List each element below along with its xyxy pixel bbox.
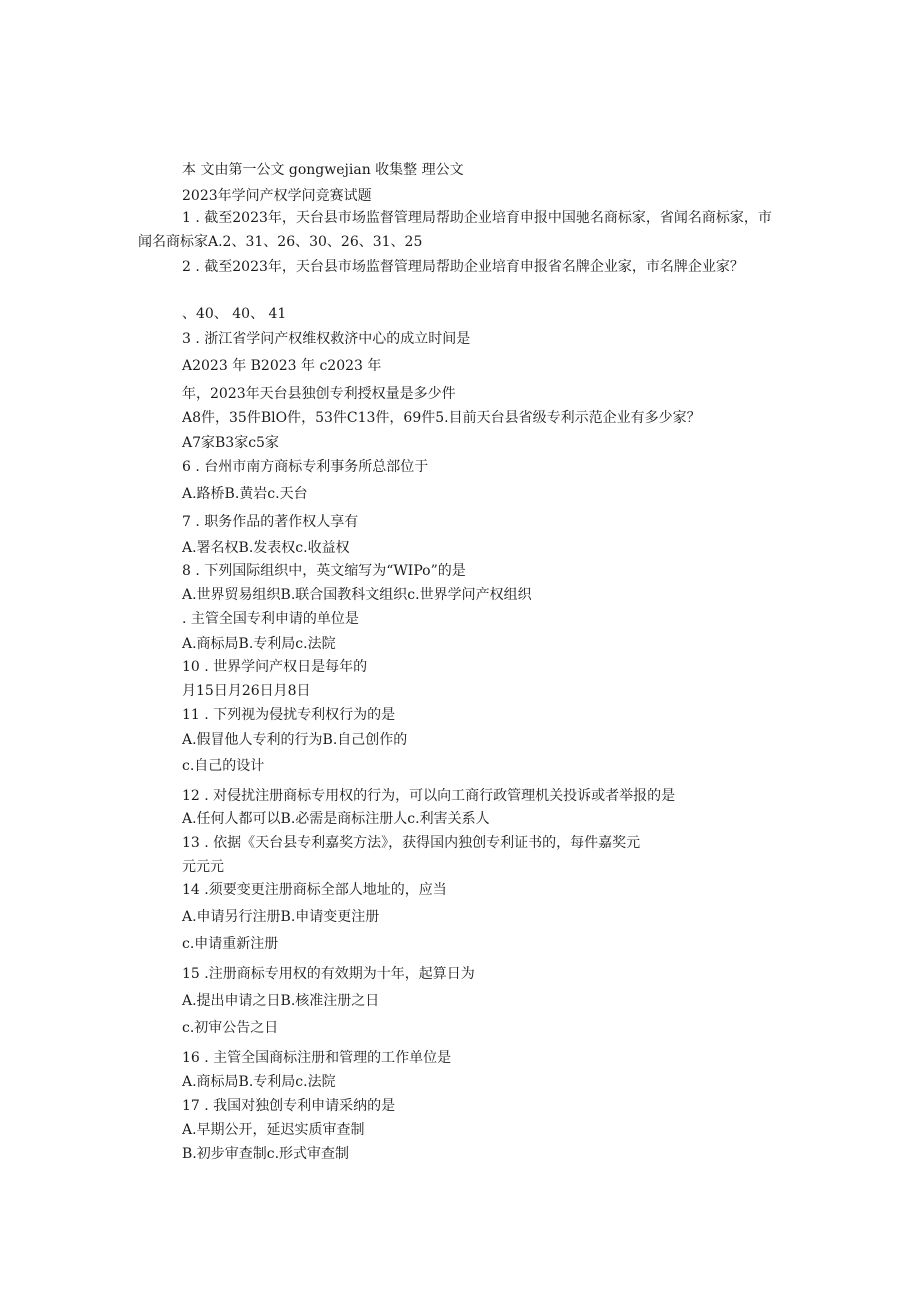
question-line: 17 . 我国对独创专利申请采纳的是 [182, 1098, 396, 1114]
question-line: 1 . 截至2023年，天台县市场监督管理局帮助企业培育申报中国驰名商标家，省闻名商标家，市闻名商标家A.2、31、26、30、26、31、25 [138, 210, 772, 250]
answer-line: A.商标局B.专利局c.法院 [182, 636, 336, 652]
answer-line: A.假冒他人专利的行为B.自己创作的 [182, 732, 408, 748]
answer-line: 、40、 40、 41 [182, 306, 287, 322]
document-header: 本 文由第一公文 gongwejian 收集整 理公文 [182, 162, 464, 178]
question-line: 13 . 依据《天台县专利嘉奖方法》，获得国内独创专利证书的，每件嘉奖元 [182, 835, 641, 851]
question-line: 3 . 浙江省学问产权维权救济中心的成立时间是 [182, 331, 471, 347]
question-line: 10 . 世界学问产权日是每年的 [182, 659, 368, 675]
answer-line: c.申请重新注册 [182, 936, 279, 952]
answer-line: A.世界贸易组织B.联合国教科文组织c.世界学问产权组织 [182, 587, 532, 603]
answer-line: A8件，35件BlO件，53件C13件，69件5.目前天台县省级专利示范企业有多少家？ [182, 410, 701, 426]
question-line: 2 . 截至2023年，天台县市场监督管理局帮助企业培育申报省名牌企业家，市名牌企业家？ [182, 259, 744, 275]
answer-line: A.提出申请之日B.核准注册之日 [182, 993, 380, 1009]
answer-line: A7家B3家c5家 [182, 435, 279, 451]
question-line: 8 . 下列国际组织中，英文缩写为“WIPo”的是 [182, 563, 466, 579]
answer-line: A.申请另行注册B.申请变更注册 [182, 909, 380, 925]
answer-line: A.署名权B.发表权c.收益权 [182, 540, 350, 556]
answer-line: A.任何人都可以B.必需是商标注册人c.利害关系人 [182, 811, 490, 827]
question-line: 7 . 职务作品的著作权人享有 [182, 514, 359, 530]
answer-line: B.初步审查制c.形式审查制 [182, 1146, 350, 1162]
question-line: 14 .须要变更注册商标全部人地址的，应当 [182, 882, 447, 898]
question-line: 15 .注册商标专用权的有效期为十年，起算日为 [182, 966, 475, 982]
question-line: 16 . 主管全国商标注册和管理的工作单位是 [182, 1050, 452, 1066]
answer-line: A.商标局B.专利局c.法院 [182, 1074, 336, 1090]
answer-line: A.路桥B.黄岩c.天台 [182, 486, 308, 502]
answer-line: A2023 年 B2023 年 c2023 年 [182, 358, 382, 374]
answer-line: c.自己的设计 [182, 758, 265, 774]
question-line: . 主管全国专利申请的单位是 [182, 611, 359, 627]
answer-line: A.早期公开，延迟实质审查制 [182, 1122, 365, 1138]
answer-line: 月15日月26日月8日 [182, 683, 311, 699]
question-line: 11 . 下列视为侵扰专利权行为的是 [182, 707, 396, 723]
question-line: 12 . 对侵扰注册商标专用权的行为，可以向工商行政管理机关投诉或者举报的是 [182, 788, 676, 804]
question-line: 6 . 台州市南方商标专利事务所总部位于 [182, 459, 429, 475]
question-line: 年，2023年天台县独创专利授权量是多少件 [182, 386, 456, 402]
document-title: 2023年学问产权学问竞赛试题 [182, 188, 372, 204]
answer-line: c.初审公告之日 [182, 1020, 279, 1036]
answer-line: 元元元 [182, 859, 224, 875]
